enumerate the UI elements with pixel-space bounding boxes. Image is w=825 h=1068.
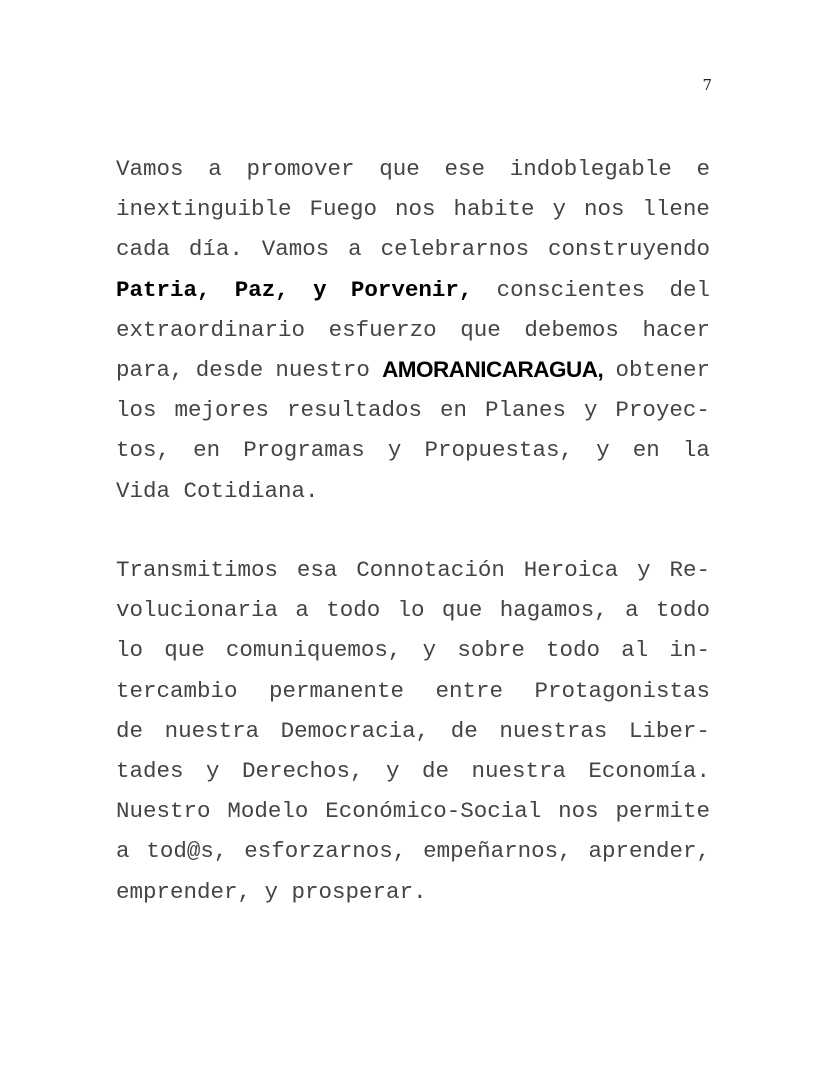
text-line: [116, 590, 710, 630]
word: todo: [546, 637, 601, 664]
text-line: [116, 471, 710, 511]
word: e: [696, 156, 710, 182]
paragraph-2: [116, 550, 710, 912]
word: prosperar.: [291, 878, 427, 905]
word: a: [625, 597, 639, 624]
word: nos: [558, 798, 599, 825]
word: permite: [615, 798, 710, 825]
text-line: [116, 630, 710, 670]
text-line: [116, 711, 710, 751]
word: día.: [188, 236, 243, 263]
text-line: [116, 671, 710, 711]
word: Cotidiana.: [183, 477, 319, 504]
word: Fuego: [309, 196, 378, 223]
word: emprender,: [116, 878, 252, 905]
word: comuniquemos,: [225, 637, 402, 664]
word: in-: [669, 637, 710, 664]
text-line: [116, 350, 710, 390]
word: construyendo: [547, 236, 710, 263]
word: llene: [642, 196, 710, 223]
word: lo: [116, 637, 144, 664]
word: y: [313, 276, 327, 303]
word: Vamos: [261, 236, 330, 263]
word: nos: [394, 196, 436, 223]
word: Proyec-: [615, 397, 710, 424]
word: aprender,: [588, 838, 710, 865]
word: volucionaria: [116, 597, 279, 624]
word: Democracia,: [280, 717, 430, 744]
word: en: [439, 397, 467, 424]
word: en: [193, 437, 221, 464]
word: Nuestro: [116, 798, 211, 825]
word: del: [669, 276, 710, 303]
paragraph-1: [116, 149, 710, 511]
word: Liber-: [628, 717, 710, 744]
word: Economía.: [588, 757, 710, 784]
word: y: [387, 437, 402, 464]
word: esa: [296, 557, 338, 583]
word: empeñarnos,: [423, 838, 572, 865]
word: y: [385, 757, 400, 784]
word: a: [295, 597, 309, 624]
text-line: [116, 229, 710, 269]
word: a: [116, 838, 130, 865]
word: debemos: [524, 316, 619, 343]
word: nuestro: [275, 356, 370, 383]
word: Paz,: [234, 276, 289, 303]
word: AMORANICARAGUA,: [382, 356, 604, 382]
word: Protagonistas: [534, 677, 710, 704]
word: indoblegable: [509, 156, 672, 182]
word: conscientes: [496, 276, 646, 303]
word: cada: [116, 236, 171, 263]
word: celebrarnos: [380, 236, 530, 263]
word: y: [552, 196, 566, 223]
text-line: [116, 430, 710, 470]
text-line: [116, 751, 710, 791]
text-line: [116, 310, 710, 350]
word: que: [379, 156, 420, 182]
word: y: [422, 637, 437, 664]
word: en: [632, 437, 660, 464]
word: nos: [583, 196, 625, 223]
word: Vamos: [116, 156, 184, 182]
word: Planes: [484, 397, 566, 424]
word: Derechos,: [241, 757, 364, 784]
word: promover: [246, 156, 355, 182]
word: todo: [326, 597, 381, 624]
word: que: [441, 597, 483, 624]
word: lo: [397, 597, 425, 624]
word: resultados: [286, 397, 422, 424]
word: entre: [435, 677, 503, 704]
word: desde: [195, 356, 264, 383]
word: la: [682, 437, 710, 464]
word: hacer: [642, 316, 710, 343]
word: tod@s,: [146, 838, 228, 865]
text-line: [116, 791, 710, 831]
word: para,: [116, 356, 184, 383]
word: nuestra: [471, 757, 566, 784]
word: Connotación: [356, 557, 505, 583]
word: tercambio: [116, 677, 238, 704]
word: tades: [116, 757, 184, 784]
word: y: [596, 437, 610, 464]
word: todo: [655, 597, 710, 624]
word: y: [583, 397, 598, 424]
word: Modelo: [227, 798, 309, 825]
text-line: [116, 270, 710, 310]
text-line: [116, 149, 710, 189]
word: Económico-Social: [325, 798, 542, 825]
word: obtener: [615, 356, 710, 383]
word: al: [621, 637, 649, 664]
word: Transmitimos: [116, 557, 279, 583]
text-line: [116, 189, 710, 229]
text-line: [116, 831, 710, 871]
word: de: [421, 757, 449, 784]
word: y: [264, 878, 279, 905]
word: a: [348, 236, 362, 263]
word: sobre: [457, 637, 525, 664]
word: nuestras: [499, 717, 608, 744]
page-number: 7: [702, 76, 712, 94]
word: tos,: [116, 437, 171, 464]
word: y: [637, 557, 651, 583]
word: Vida: [116, 477, 171, 504]
word: inextinguible: [116, 196, 292, 223]
word: hagamos,: [499, 597, 608, 624]
text-line: [116, 872, 710, 912]
word: Patria,: [116, 276, 211, 303]
word: habite: [453, 196, 535, 223]
word: extraordinario: [116, 316, 306, 343]
word: que: [460, 316, 501, 343]
word: Heroica: [523, 557, 619, 583]
word: Programas: [243, 437, 365, 464]
word: de: [450, 717, 478, 744]
word: mejores: [174, 397, 269, 424]
word: que: [164, 637, 205, 664]
word: esforzarnos,: [244, 838, 407, 865]
word: Propuestas,: [424, 437, 574, 464]
word: de: [116, 717, 144, 744]
word: y: [205, 757, 220, 784]
text-line: [116, 390, 710, 430]
word: Re-: [669, 557, 710, 583]
word: permanente: [268, 677, 405, 704]
word: nuestra: [164, 717, 260, 744]
word: ese: [444, 156, 485, 182]
word: a: [208, 156, 222, 182]
word: esfuerzo: [328, 316, 437, 343]
text-line: [116, 550, 710, 590]
word: los: [116, 397, 157, 424]
word: Porvenir,: [350, 276, 473, 303]
